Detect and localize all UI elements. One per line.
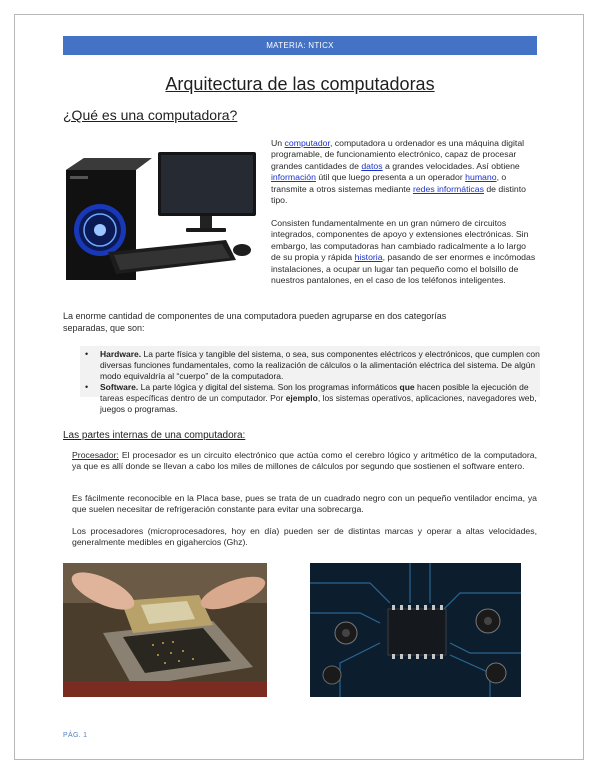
term-software: Software. (100, 382, 139, 393)
link-computador[interactable]: computador (284, 138, 330, 148)
capacitor (486, 663, 506, 683)
pc-tower-top (66, 158, 152, 170)
section-subtitle: ¿Qué es una computadora? (63, 107, 238, 123)
link-redes-informaticas[interactable]: redes informáticas (412, 183, 484, 194)
processor-paragraph: Procesador: El procesador es un circuito electrónico que actúa como el cerebro lógico y aritmético de la computadora, ya que es allí donde se llevan a cabo los miles de millones de cálculos por segundo que sostienen el software entero. (72, 450, 537, 472)
section-heading: Las partes internas de una computadora: (63, 430, 246, 441)
list-item-hardware: • Hardware. La parte física y tangible del sistema, o sea, sus componentes eléctricos y electrónicos, que cumplen con diversas funciones fundamentales, como la realización de cálculos o la alimentación eléctrica del sistema. De algún modo equivaldría al “cuerpo” de la computadora. (80, 349, 540, 381)
motherboard-paragraph: Es fácilmente reconocible en la Placa base, pues se trata de un cuadrado negro con un pequeño ventilador encima, ya que suelen necesitar de refrigeración constante para evitar una sobrecarga. (72, 493, 537, 515)
processor-label: Procesador: (72, 450, 119, 460)
header-bar (63, 36, 537, 55)
intro-paragraph-2: Consisten fundamentalmente en un gran número de circuitos integrados, componentes de apoyo y extensiones electrónicas. Sin embargo, las computadoras han cambiado radicalmente a lo largo de su propia y rápida historia, pasando de ser enormes e incómodas instalaciones, a ocupar un lugar tan pequeño como el bolsillo de nuestros pantalones, en el caso de los teléfonos inteligentes. (271, 218, 536, 286)
intro-paragraph-1: Un computador, computadora u ordenador es una máquina digital programable, de funcionamiento electrónico, capaz de procesar grandes cantidades de datos a grandes velocidades. Así obtiene información útil que luego presenta a un operador humano, o transmite a otros sistemas mediante redes informáticas de distinto tipo. (271, 138, 526, 206)
monitor-screen (161, 155, 253, 213)
link-historia[interactable]: historia (354, 252, 383, 263)
microchip (388, 609, 446, 655)
mouse (233, 244, 251, 256)
list-item-software: • Software. La parte lógica y digital del sistema. Son los programas informáticos que hacen posible la ejecución de tareas específicas dentro de un computador. Por ejemplo, los sistemas operativos, aplicaciones, navegadores web, juegos o programas. (80, 382, 540, 414)
link-informacion[interactable]: información (271, 172, 316, 183)
microprocessor-paragraph: Los procesadores (microprocesadores, hoy en día) pueden ser de distintas marcas y operar a altas velocidades, generalmente medibles en gigahercios (Ghz). (72, 526, 537, 548)
link-datos[interactable]: datos (361, 160, 383, 171)
page-title: Arquitectura de las computadoras (165, 74, 435, 94)
link-humano[interactable]: humano (465, 172, 497, 183)
header-materia: MATERIA: NTICX (266, 41, 334, 50)
categories-intro: La enorme cantidad de componentes de una computadora pueden agruparse en dos categorías separadas, que son: (63, 311, 447, 333)
page-number: PÁG. 1 (63, 732, 88, 739)
circuit-board-photo (310, 563, 521, 697)
computer-image (60, 140, 260, 300)
term-hardware: Hardware. (100, 349, 142, 359)
cpu-install-photo (63, 563, 267, 697)
bullet-list (80, 349, 540, 416)
